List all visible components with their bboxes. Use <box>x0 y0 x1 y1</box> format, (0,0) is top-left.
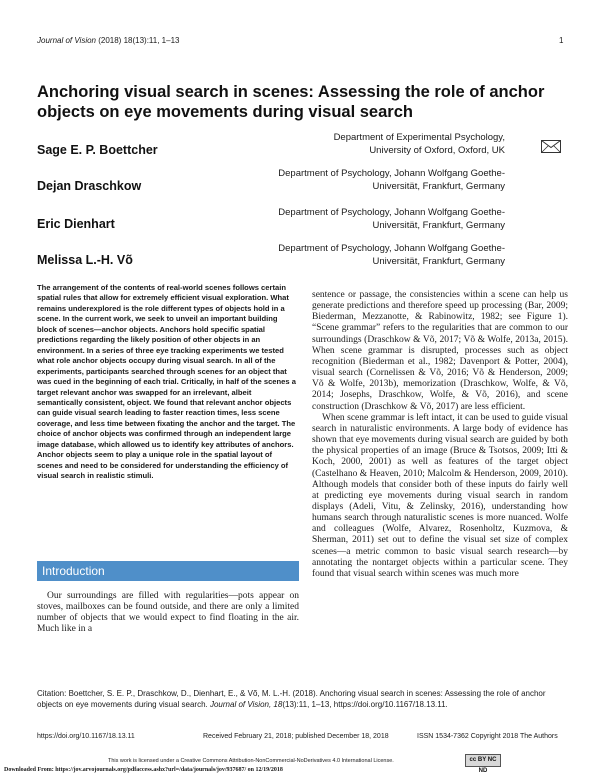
footer-issn: ISSN 1534-7362 Copyright 2018 The Authors <box>417 733 558 740</box>
intro-column-1 <box>37 591 299 635</box>
citation-text: Citation: Boettcher, S. E. P., Draschkow, D., Dienhart, E., & Võ, M. L.-H. (2018). Anchoring visual search in scenes: Assessing the role of anchor objects on eye movements during visual search. <box>37 689 546 709</box>
affiliation-line: Universität, Frankfurt, Germany <box>372 180 505 192</box>
author-name-2: Dejan Draschkow <box>37 179 142 193</box>
citation <box>37 689 565 710</box>
cc-license-badge-icon[interactable]: cc BY NC ND <box>465 754 501 767</box>
author-name-1: Sage E. P. Boettcher <box>37 143 158 157</box>
affiliation-line: Department of Experimental Psychology, <box>333 132 505 143</box>
author-affiliation-3 <box>278 207 505 232</box>
author-affiliation-1 <box>334 132 505 157</box>
journal-name: Journal of Vision <box>37 36 96 45</box>
journal-info: (2018) 18(13):11, 1–13 <box>96 36 180 45</box>
section-heading-introduction: Introduction <box>42 564 105 578</box>
download-notice: Downloaded From: https://jov.arvojournals.org/pdfaccess.ashx?url=/data/journals/jov/937687/ on 12/19/2018 <box>4 767 283 773</box>
citation-suffix: (13):11, 1–13, https://doi.org/10.1167/18.13.11. <box>282 699 448 709</box>
license-text[interactable]: This work is licensed under a Creative Commons Attribution-NonCommercial-NoDerivatives 4.0 International License. <box>108 758 394 764</box>
article-title: Anchoring visual search in scenes: Assessing the role of anchor objects on eye movements during visual search <box>37 83 545 121</box>
affiliation-line: Department of Psychology, Johann Wolfgang Goethe- <box>278 207 505 218</box>
intro-column-2 <box>312 290 568 580</box>
footer-doi[interactable]: https://doi.org/10.1167/18.13.11 <box>37 733 135 740</box>
affiliation-line: Department of Psychology, Johann Wolfgang Goethe- <box>278 243 505 254</box>
page-number: 1 <box>559 36 564 45</box>
abstract: The arrangement of the contents of real-world scenes follows certain spatial rules that allow for extremely efficient visual exploration. What remains underexplored is the role different types of objects hold in a scene. In the current work, we seek to unveil an important building block of scenes—anchor objects. Anchors hold specific spatial predictions regarding the likely position of other objects in an environment. In a series of three eye tracking experiments we tested what role anchor objects occupy during visual search. In all of the experiments, participants searched through scenes for an object that was cued in the beginning of each trial. Critically, in half of the scenes a target relevant anchor was swapped for an irrelevant, albeit semantically consistent, object. We found that relevant anchor objects can guide visual search leading to faster reaction times, less scene coverage, and less time between fixating the anchor and the target. The choice of anchor objects was confirmed through an independent large image database, which allowed us to identify key attributes of anchors. Anchor objects seem to play a unique role in the spatial layout of scenes and need to be considered for understanding the efficiency of visual search in realistic stimuli. <box>37 283 296 481</box>
body-paragraph: Our surroundings are filled with regularities—pots appear on stoves, mailboxes can be found outside, and there are only a limited number of objects that we would expect to find floating in the air. Much like in a <box>37 591 299 635</box>
author-affiliation-2 <box>278 168 505 193</box>
affiliation-line: Universität, Frankfurt, Germany <box>372 219 505 231</box>
journal-header <box>37 36 179 45</box>
envelope-icon[interactable] <box>541 140 561 153</box>
affiliation-line: University of Oxford, Oxford, UK <box>369 144 505 156</box>
author-name-4: Melissa L.-H. Võ <box>37 253 133 267</box>
affiliation-line: Universität, Frankfurt, Germany <box>372 255 505 267</box>
author-name-3: Eric Dienhart <box>37 217 115 231</box>
body-paragraph: sentence or passage, the consistencies within a scene can help us generate predictions and therefore speed up processing (Bar, 2009; Biederman, Mezzanotte, & Rabinowitz, 1982; see Figure 1). “Scene grammar” refers to the regularities that are common to our surroundings (Draschkow & Võ, 2017; Võ & Wolfe, 2013a, 2015). When scene grammar is disrupted, processes such as object recognition (Biederman et al., 1982; Davenport & Potter, 2004), visual search (Cornelissen & Võ, 2016; Võ & Henderson, 2009; Võ & Wolfe, 2013b), memorization (Draschkow, Wolfe, & Võ, 2014; Josephs, Draschkow, Wolfe, & Võ, 2016), and scene construction (Draschkow & Võ, 2017) are less efficient. <box>312 290 568 412</box>
author-affiliation-4 <box>278 243 505 268</box>
citation-journal: Journal of Vision, 18 <box>209 699 283 709</box>
affiliation-line: Department of Psychology, Johann Wolfgang Goethe- <box>278 168 505 179</box>
footer-dates: Received February 21, 2018; published December 18, 2018 <box>203 733 389 740</box>
body-paragraph: When scene grammar is left intact, it can be used to guide visual search in naturalistic environments. A large body of evidence has shown that eye movements during visual search are guided by both the physical properties of an image (Bruce & Tsotsos, 2009; Itti & Koch, 2000, 2001) as well as features of the target object (Castelhano & Heaven, 2010; Malcolm & Henderson, 2009, 2010). Although models that consider both of these inputs do fairly well at predicting eye movements during visual search in random displays (Adeli, Vitu, & Zelinsky, 2016), understanding how humans search through naturalistic scenes is more nuanced. Wolfe and colleagues (Wolfe, Alvarez, Rosenholtz, Kuzmova, & Sherman, 2011) set out to define the visual set size of complex scenes—a metric common to basic visual search research—by annotating the nontarget objects within a particular scene. They found that visual search within scenes was much more <box>312 412 568 579</box>
